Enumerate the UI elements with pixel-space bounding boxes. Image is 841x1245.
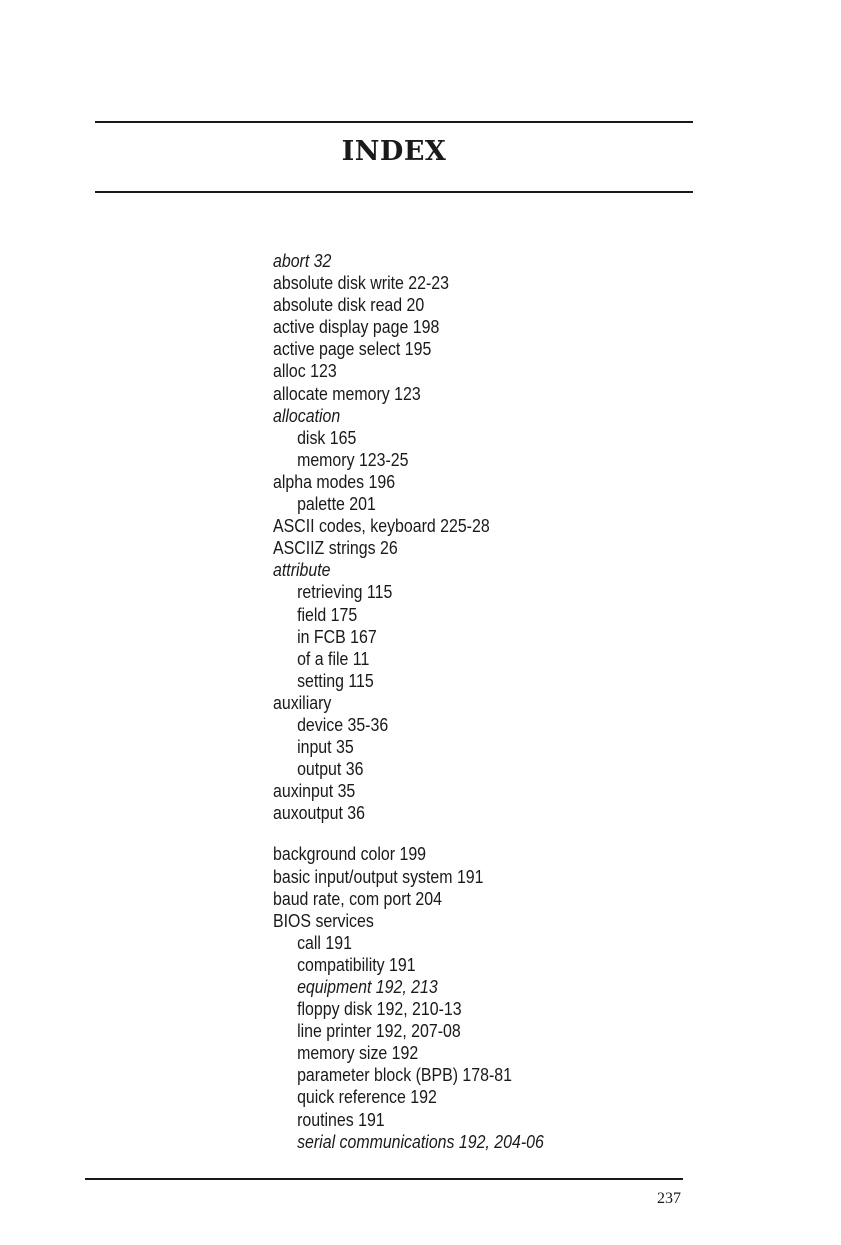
index-entry: absolute disk read 20 (273, 294, 425, 316)
index-entry: attribute (273, 559, 331, 581)
index-entry: alpha modes 196 (273, 470, 396, 492)
footer-rule (85, 1178, 683, 1180)
index-subentry: field 175 (297, 603, 358, 625)
index-subentry: floppy disk 192, 210-13 (297, 998, 462, 1020)
page-number: 237 (657, 1190, 681, 1207)
index-subentry: setting 115 (297, 669, 374, 691)
index-subentry: palette 201 (297, 493, 376, 515)
index-subentry: memory size 192 (297, 1042, 419, 1064)
index-entry: auxiliary (273, 691, 332, 713)
top-rule (95, 121, 693, 123)
index-subentry: of a file 11 (297, 647, 370, 669)
index-subentry: call 191 (297, 931, 352, 953)
index-entry: BIOS services (273, 909, 374, 931)
index-entry: auxoutput 36 (273, 802, 366, 824)
index-entry: baud rate, com port 204 (273, 887, 442, 909)
index-entry: absolute disk write 22-23 (273, 272, 449, 294)
page-title: INDEX (341, 136, 447, 167)
index-entry: allocation (273, 404, 341, 426)
index-list (273, 250, 544, 1153)
index-entry: abort 32 (273, 250, 332, 271)
index-entry: active page select 195 (273, 338, 432, 360)
index-subentry: quick reference 192 (297, 1086, 437, 1108)
index-subentry: retrieving 115 (297, 581, 393, 603)
index-subentry: compatibility 191 (297, 953, 416, 975)
index-entry: active display page 198 (273, 316, 440, 338)
index-subentry: memory 123-25 (297, 448, 409, 470)
index-entry: auxinput 35 (273, 780, 356, 802)
index-subentry: line printer 192, 207-08 (297, 1020, 461, 1042)
index-entry: basic input/output system 191 (273, 865, 484, 887)
index-entry: background color 199 (273, 843, 427, 865)
index-entry: ASCIIZ strings 26 (273, 537, 398, 559)
index-entry: allocate memory 123 (273, 382, 421, 404)
index-subentry: disk 165 (297, 426, 357, 448)
index-subentry: serial communications 192, 204-06 (297, 1130, 544, 1152)
index-subentry: device 35-36 (297, 713, 389, 735)
index-subentry: parameter block (BPB) 178-81 (297, 1064, 512, 1086)
index-subentry: output 36 (297, 758, 364, 780)
index-entry: alloc 123 (273, 360, 337, 382)
index-entry: ASCII codes, keyboard 225-28 (273, 515, 490, 537)
index-subentry: routines 191 (297, 1108, 385, 1130)
index-subentry: in FCB 167 (297, 625, 377, 647)
index-subentry: input 35 (297, 736, 354, 758)
index-subentry: equipment 192, 213 (297, 976, 438, 997)
title-rule (95, 191, 693, 193)
